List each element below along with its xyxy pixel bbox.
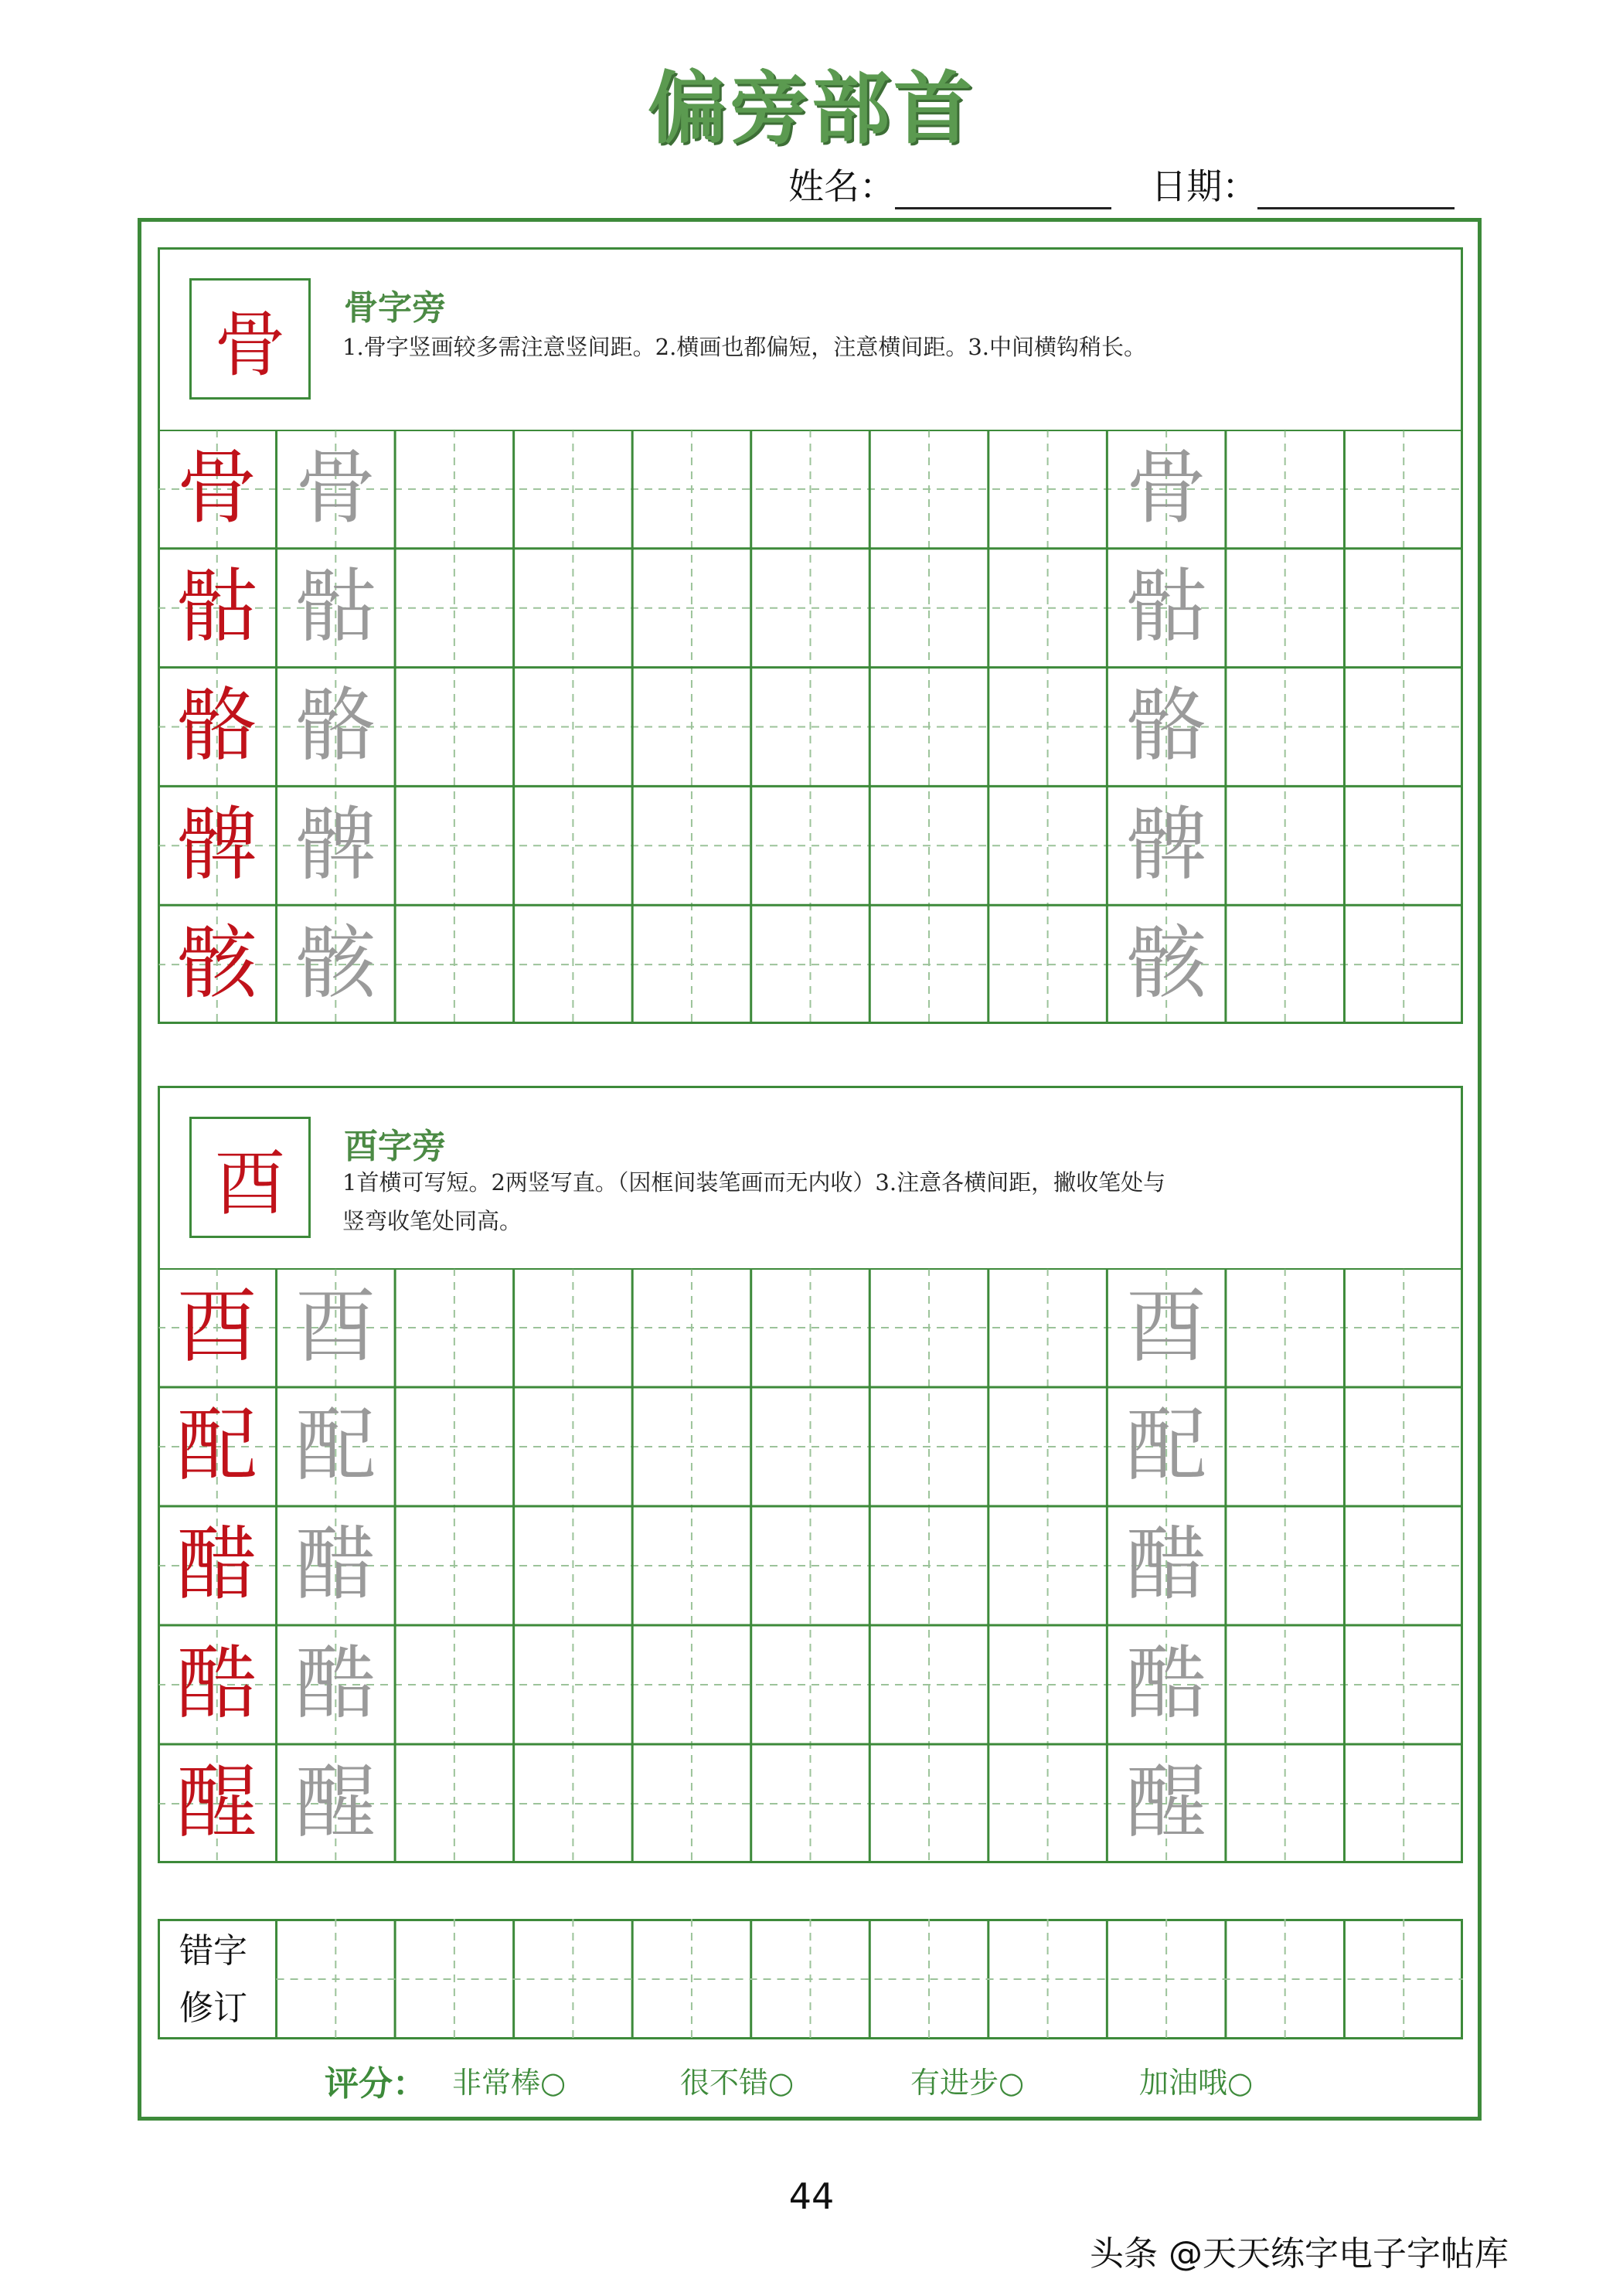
trace-char: 髀 <box>295 797 376 892</box>
date-label: 日期： <box>1151 165 1258 207</box>
evaluation-label: 评分： <box>325 2064 427 2104</box>
section-note-line-2: 竖弯收笔处同高。 <box>342 1208 522 1234</box>
model-char: 醋 <box>176 1517 257 1611</box>
trace-char: 骨 <box>295 440 376 535</box>
name-label: 姓名： <box>788 165 895 207</box>
watermark-footer: 头条 @天天练字电子字帖库 <box>1090 2234 1509 2274</box>
name-field[interactable] <box>788 158 1455 209</box>
trace-char: 酉 <box>295 1279 376 1373</box>
practice-grid[interactable] <box>158 430 1463 1024</box>
trace-char: 骸 <box>1126 916 1207 1011</box>
section-note-line-1: 1首横可写短。2两竖写直。（因框间装笔画而无内收）3.注意各横间距，撇收笔处与 <box>342 1169 1166 1196</box>
model-char: 骨 <box>176 440 257 535</box>
practice-grid[interactable] <box>158 1268 1463 1863</box>
date-blank[interactable] <box>1257 176 1455 209</box>
model-char: 骸 <box>176 916 257 1011</box>
trace-char: 酷 <box>295 1636 376 1730</box>
evaluation-option-good[interactable]: 很不错○ <box>680 2066 794 2100</box>
trace-char: 配 <box>1126 1398 1207 1492</box>
trace-char: 醋 <box>295 1517 376 1611</box>
sample-char: 骨 <box>214 303 286 386</box>
trace-char: 醒 <box>1126 1755 1207 1849</box>
correction-label-line-1: 错字 <box>179 1931 247 1971</box>
model-char: 髀 <box>176 797 257 892</box>
correction-label-line-2: 修订 <box>179 1988 247 2028</box>
correction-grid[interactable] <box>158 1919 1463 2039</box>
sample-box <box>189 278 311 400</box>
trace-char: 骷 <box>295 559 376 654</box>
sample-box <box>189 1117 311 1238</box>
trace-char: 酷 <box>1126 1636 1207 1730</box>
trace-char: 醋 <box>1126 1517 1207 1611</box>
page-number: 44 <box>788 2175 835 2217</box>
section-name: 酉字旁 <box>344 1127 446 1166</box>
model-char: 骼 <box>176 678 257 773</box>
page-title: 偏旁部首 <box>648 63 975 155</box>
trace-char: 骨 <box>1126 440 1207 535</box>
section-note: 1.骨字竖画较多需注意竖间距。2.横画也都偏短，注意横间距。3.中间横钩稍长。 <box>342 334 1147 360</box>
model-char: 醒 <box>176 1755 257 1849</box>
model-char: 酷 <box>176 1636 257 1730</box>
trace-char: 骸 <box>295 916 376 1011</box>
trace-char: 骷 <box>1126 559 1207 654</box>
evaluation-option-keepgoing[interactable]: 加油哦○ <box>1139 2066 1254 2100</box>
evaluation-option-progress[interactable]: 有进步○ <box>910 2066 1025 2100</box>
model-char: 酉 <box>176 1279 257 1373</box>
sample-char: 酉 <box>214 1141 286 1225</box>
trace-char: 骼 <box>1126 678 1207 773</box>
model-char: 骷 <box>176 559 257 654</box>
evaluation-option-excellent[interactable]: 非常棒○ <box>452 2066 567 2100</box>
model-char: 配 <box>176 1398 257 1492</box>
name-blank[interactable] <box>895 176 1111 209</box>
section-name: 骨字旁 <box>344 288 446 328</box>
trace-char: 髀 <box>1126 797 1207 892</box>
trace-char: 酉 <box>1126 1279 1207 1373</box>
trace-char: 配 <box>295 1398 376 1492</box>
trace-char: 醒 <box>295 1755 376 1849</box>
trace-char: 骼 <box>295 678 376 773</box>
